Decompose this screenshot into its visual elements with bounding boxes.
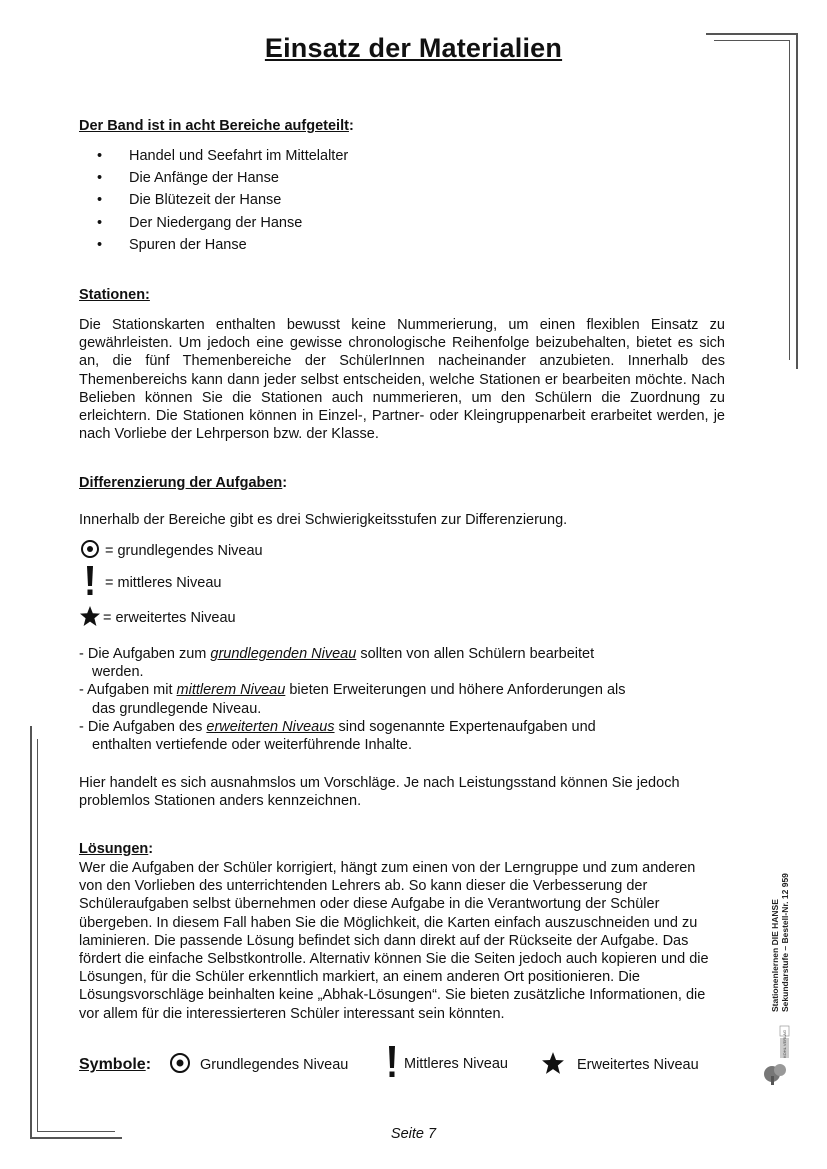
series-info: Stationenlernen DIE HANSE Sekundarstufe – Bestell-Nr. 12 959 xyxy=(770,873,790,1012)
stationen-heading: Stationen: xyxy=(79,287,150,303)
logo-text: KOHL VERLAG xyxy=(782,1029,787,1058)
list-item: • Handel und Seefahrt im Mittelalter xyxy=(97,148,349,164)
page-number: Seite 7 xyxy=(390,1126,437,1142)
differenzierung-intro: Innerhalb der Bereiche gibt es drei Schwierigkeitsstufen zur Differenzierung. xyxy=(79,512,568,528)
differenzierung-heading: Differenzierung der Aufgaben: xyxy=(79,475,288,491)
star-icon xyxy=(79,605,101,631)
circle-dot-icon xyxy=(169,1052,191,1078)
list-item: - Die Aufgaben zum grundlegenden Niveau sollten von allen Schülern bearbeitet werden. xyxy=(79,646,595,681)
symbols-legend xyxy=(79,1052,729,1078)
list-item: • Die Blütezeit der Hanse xyxy=(97,192,282,209)
list-item: - Aufgaben mit mittlerem Niveau bieten Erweiterungen und höhere Anforderungen als das grundlegende Niveau. xyxy=(79,682,626,717)
list-item: - Die Aufgaben des erweiterten Niveaus sind sogenannte Expertenaufgaben und enthalten vertiefende oder weiterführende Inhalte. xyxy=(79,718,596,754)
level-medium: = mittleres Niveau xyxy=(79,566,221,600)
logo-icon xyxy=(762,1024,792,1086)
differenzierung-notes xyxy=(79,645,649,754)
band-heading: Der Band ist in acht Bereiche aufgeteilt: xyxy=(79,118,354,134)
symbol-medium: Mittleres Niveau xyxy=(385,1047,508,1081)
loesungen-heading: Lösungen: xyxy=(79,841,154,857)
exclamation-icon xyxy=(385,1045,399,1083)
star-icon xyxy=(541,1051,565,1079)
level-advanced: = erweitertes Niveau xyxy=(79,604,236,632)
list-item: • Der Niedergang der Hanse xyxy=(97,214,303,231)
symbols-label: Symbole : xyxy=(79,1056,152,1073)
level-basic: = grundlegendes Niveau xyxy=(79,538,263,564)
circle-dot-icon xyxy=(79,539,101,563)
symbol-basic: Grundlegendes Niveau xyxy=(169,1052,348,1078)
list-item: • Die Anfänge der Hanse xyxy=(97,170,279,187)
differenzierung-closing: Hier handelt es sich ausnahmslos um Vorschläge. Je nach Leistungsstand können Sie jedoch problemlos Stationen anders kennzeichnen. xyxy=(79,775,680,810)
list-item: • Spuren der Hanse xyxy=(97,236,247,253)
exclamation-icon xyxy=(79,565,101,601)
loesungen-text: Wer die Aufgaben der Schüler korrigiert, hängt zum einen von der Lerngruppe und zum anderen von den Vorlieben des unterrichtenden Lehrers ab. So kann dieser die Verbesserung der Schüleraufgaben selbst übernehmen oder diese Aufgabe in die Verantwortung der Schüler übergeben. In diesem Fall haben Sie die Möglichkeit, die Karten einfach auszuschneiden und zu laminieren. Die passende Lösung befindet sich dann direkt auf der Rückseite der Aufgabe. Das fördert die einfache Selbstkontrolle. Alternativ können Sie die Seiten jedoch auch kopieren und die Lösungen, für die Schüler erkenntlich markiert, an einem anderen Ort positionieren. Die Lösungsvorschläge beinhalten keine „Abhak-Lösungen“. Sie bieten zusätzliche Informationen, die vor allem für die interessierteren Schüler interessant sein könnten. xyxy=(79,860,709,1022)
publisher-logo xyxy=(762,1024,792,1086)
symbol-advanced: Erweitertes Niveau xyxy=(541,1052,699,1078)
stationen-text: Die Stationskarten enthalten bewusst keine Nummerierung, um einen flexiblen Einsatz zu gewährleisten. Um jedoch eine gewisse chronologische Reihenfolge beizubehalten, bietet es sich an, die fünf Themenbereiche der SchülerInnen nacheinander anzubieten. Innerhalb des Themenbereichs kann dann jeder selbst entscheiden, welche Stationen er bearbeiten möchte. Nach Belieben können Sie die Stationen auch nummerieren, um den Schülern die Zuordnung zu erleichtern. Die Stationen können in Einzel-, Partner- oder Kleingruppenarbeit erarbeitet werden, je nach Vorliebe der Lehrperson bzw. der Klasse. xyxy=(79,317,725,443)
band-list xyxy=(97,147,348,258)
page-title: Einsatz der Materialien xyxy=(264,33,563,63)
